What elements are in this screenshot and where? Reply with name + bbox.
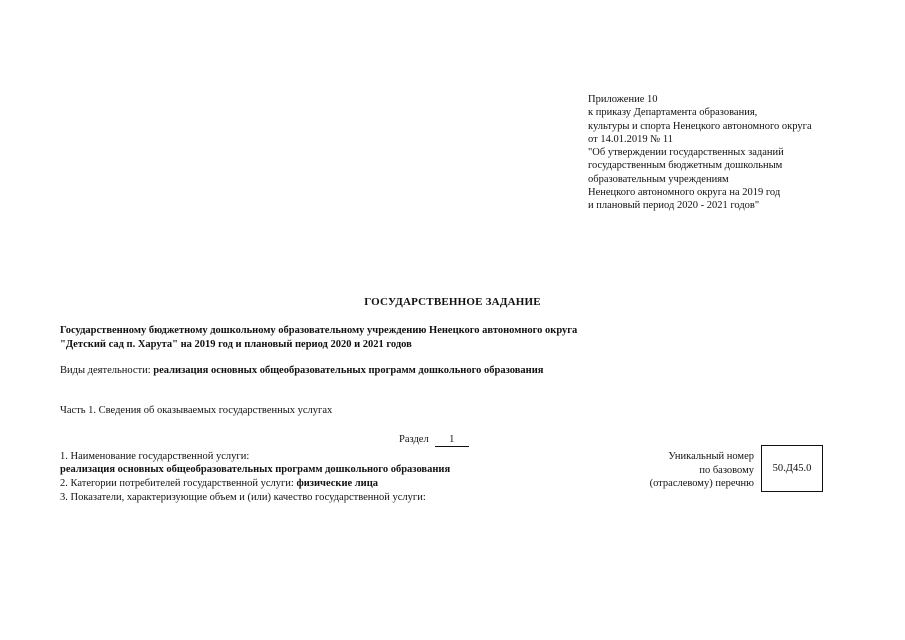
- unique-number-label-1: Уникальный номер: [668, 451, 754, 462]
- item-2-line: [60, 477, 378, 490]
- document-title: ГОСУДАРСТВЕННОЕ ЗАДАНИЕ: [364, 296, 541, 308]
- appendix-line: от 14.01.2019 № 11: [588, 133, 673, 145]
- appendix-line: образовательным учреждениям: [588, 173, 729, 185]
- part-heading: Часть 1. Сведения об оказываемых государственных услугах: [60, 405, 333, 416]
- unique-number-code-box: [761, 445, 823, 492]
- appendix-block: [588, 93, 812, 213]
- activities-line: [60, 364, 543, 377]
- recipient-line-2: "Детский сад п. Харута" на 2019 год и плановый период 2020 и 2021 годов: [60, 339, 412, 350]
- appendix-line: Приложение 10: [588, 94, 658, 105]
- appendix-line: культуры и спорта Ненецкого автономного округа: [588, 120, 812, 132]
- appendix-line: к приказу Департамента образования,: [588, 107, 758, 119]
- appendix-line: Ненецкого автономного округа на 2019 год: [588, 187, 781, 199]
- item-1-label: 1. Наименование государственной услуги:: [60, 451, 250, 462]
- activities-label: Виды деятельности:: [60, 365, 154, 376]
- unique-number-code: 50.Д45.0: [772, 463, 812, 474]
- item-1-value: реализация основных общеобразовательных программ дошкольного образования: [60, 464, 451, 475]
- activities-value: реализация основных общеобразовательных программ дошкольного образования: [153, 365, 544, 376]
- section-label: Раздел: [399, 434, 429, 445]
- recipient-line-1: Государственному бюджетному дошкольному образовательному учреждению Ненецкого автономного округа: [60, 325, 578, 336]
- section-line: [399, 433, 469, 447]
- item-2-value: физические лица: [296, 478, 379, 489]
- item-2-label: 2. Категории потребителей государственной услуги:: [60, 478, 297, 489]
- item-3-label: 3. Показатели, характеризующие объем и (или) качество государственной услуги:: [60, 492, 426, 503]
- unique-number-labels: [600, 450, 754, 491]
- appendix-line: "Об утверждении государственных заданий: [588, 147, 784, 159]
- unique-number-label-2: по базовому: [699, 464, 754, 476]
- section-number: 1: [435, 433, 469, 447]
- unique-number-label-3: (отраслевому) перечню: [649, 478, 754, 489]
- appendix-line: государственным бюджетным дошкольным: [588, 160, 783, 172]
- appendix-line: и плановый период 2020 - 2021 годов": [588, 200, 760, 212]
